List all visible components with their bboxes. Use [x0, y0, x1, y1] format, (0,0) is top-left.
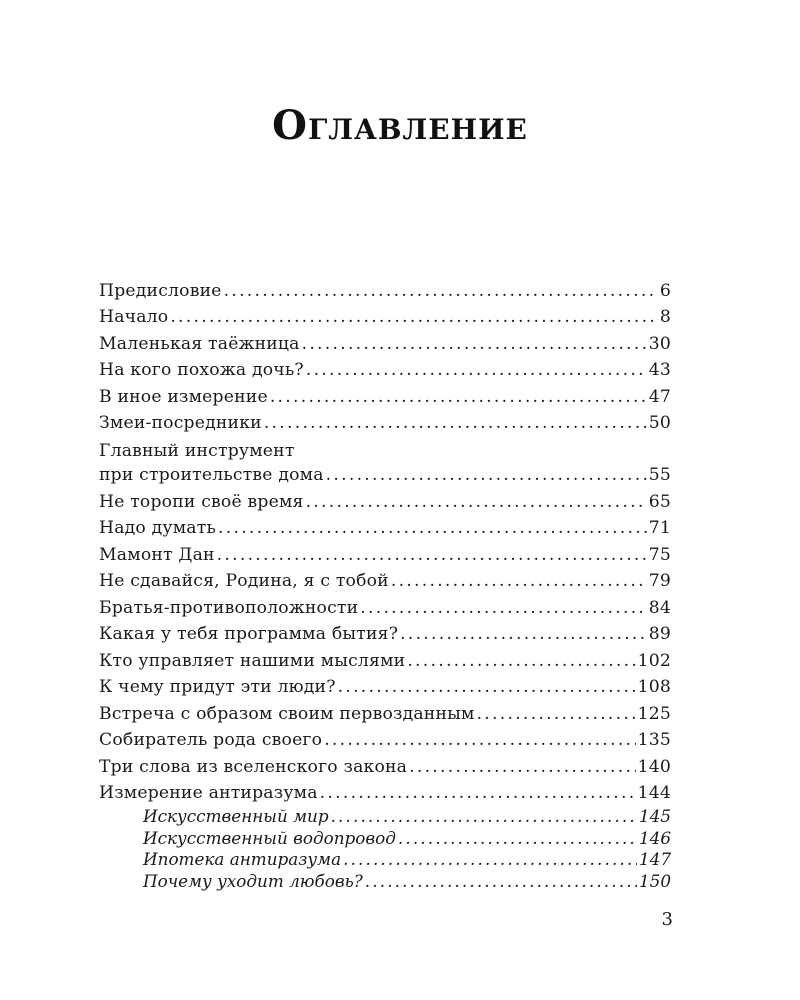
toc-entry-page: 135 — [637, 730, 671, 750]
toc-subentry-label: Искусственный мир — [143, 805, 329, 826]
toc-entry[interactable] — [99, 409, 671, 436]
toc-entry-label: На кого похожа дочь? — [99, 360, 304, 380]
leader-dots — [302, 332, 647, 356]
toc-entry-page: 47 — [648, 386, 671, 407]
toc-subentry[interactable] — [99, 827, 671, 849]
toc-subentry-label: Ипотека антиразума — [143, 849, 342, 870]
toc-entry-page: 65 — [648, 491, 671, 512]
toc-entry-page: 8 — [659, 307, 671, 327]
toc-entry-label: Встреча с образом своим первозданным — [99, 703, 475, 724]
toc-entry-page: 102 — [637, 650, 671, 671]
leader-dots — [306, 490, 647, 514]
leader-dots — [324, 728, 635, 752]
leader-dots — [400, 622, 647, 646]
toc-entry-label: Измерение антиразума — [99, 783, 318, 803]
toc-entry-label-line1: Главный инструмент — [99, 441, 295, 461]
toc-entry-page: 6 — [659, 280, 671, 301]
toc-entry[interactable] — [99, 329, 671, 356]
leader-dots — [224, 279, 658, 303]
page-number: 3 — [661, 909, 673, 930]
toc-entry[interactable] — [99, 673, 671, 700]
toc-entry[interactable] — [99, 779, 671, 806]
leader-dots — [360, 596, 646, 620]
toc-entry[interactable] — [99, 567, 671, 594]
toc-entry[interactable] — [99, 646, 671, 673]
toc-entry[interactable] — [99, 699, 671, 726]
toc-entry-page: 50 — [648, 413, 671, 433]
leader-dots — [306, 358, 647, 382]
toc-subentry[interactable] — [99, 805, 671, 827]
toc-entry-page: 144 — [637, 783, 671, 803]
leader-dots — [264, 411, 647, 435]
toc-entry[interactable] — [99, 382, 671, 409]
toc-subentry-label: Искусственный водопровод — [143, 827, 396, 848]
toc-entry-page: 30 — [648, 333, 671, 354]
toc-entry-label: Маленькая таёжница — [99, 333, 300, 354]
toc-subentry[interactable] — [99, 849, 671, 871]
toc-entry-page: 71 — [648, 518, 671, 538]
toc-entry-page: 108 — [637, 677, 671, 697]
toc-entry-label: Мамонт Дан — [99, 544, 215, 565]
toc-entry-label-line2: при строительстве дома — [99, 465, 324, 485]
toc-subentry-page: 147 — [638, 849, 671, 870]
toc-entry-label: Предисловие — [99, 280, 222, 301]
toc-entry-label: Какая у тебя программа бытия? — [99, 624, 399, 644]
leader-dots — [407, 649, 635, 673]
toc-entry[interactable] — [99, 303, 671, 330]
toc-entry-label: В иное измерение — [99, 386, 268, 407]
leader-dots — [270, 385, 647, 409]
toc-entry-page: 89 — [648, 624, 671, 644]
toc-entry-label: Не сдавайся, Родина, я с тобой — [99, 571, 389, 591]
toc-entry-page: 84 — [648, 597, 671, 618]
leader-dots — [218, 516, 647, 540]
toc-entry[interactable] — [99, 356, 671, 383]
toc-entry-label: Начало — [99, 307, 169, 327]
toc-entry-label: Собиратель рода своего — [99, 730, 323, 750]
toc-entry[interactable] — [99, 726, 671, 753]
leader-dots — [338, 675, 636, 699]
toc-entry-page: 125 — [637, 703, 671, 724]
toc-entry[interactable] — [99, 620, 671, 647]
toc-entry-label: Кто управляет нашими мыслями — [99, 650, 406, 671]
leader-dots — [409, 755, 635, 779]
toc-entry-label: Змеи-посредники — [99, 413, 262, 433]
leader-dots — [398, 828, 637, 849]
leader-dots — [326, 463, 647, 487]
leader-dots — [477, 702, 636, 726]
leader-dots — [391, 569, 647, 593]
leader-dots — [320, 781, 636, 805]
toc-entry[interactable] — [99, 276, 671, 303]
toc-entry[interactable] — [99, 514, 671, 541]
toc-entry-page: 43 — [648, 360, 671, 380]
toc-subentry-label: Почему уходит любовь? — [143, 871, 363, 892]
toc-entry[interactable] — [99, 593, 671, 620]
toc-entry-page: 79 — [648, 571, 671, 591]
table-of-contents — [99, 276, 671, 892]
toc-entry-label: К чему придут эти люди? — [99, 677, 336, 697]
toc-entry-label: Братья-противоположности — [99, 597, 359, 618]
leader-dots — [331, 806, 637, 827]
toc-entry-label: Не торопи своё время — [99, 491, 304, 512]
toc-entry-page: 140 — [637, 756, 671, 777]
leader-dots — [170, 305, 658, 329]
toc-entry-page: 55 — [648, 465, 671, 485]
toc-subentry[interactable] — [99, 870, 671, 892]
toc-entry[interactable] — [99, 540, 671, 567]
leader-dots — [217, 543, 647, 567]
toc-entry[interactable] — [99, 752, 671, 779]
toc-entry-label: Надо думать — [99, 518, 217, 538]
toc-subentry-page: 150 — [638, 871, 671, 892]
toc-entry-label: Три слова из вселенского закона — [99, 756, 408, 777]
toc-subentry-page: 145 — [638, 805, 671, 826]
page-title: Оглавление — [272, 102, 528, 149]
toc-subentry-page: 146 — [638, 827, 671, 848]
leader-dots — [343, 849, 637, 870]
toc-entry[interactable] — [99, 487, 671, 514]
toc-entry[interactable] — [99, 435, 671, 487]
leader-dots — [365, 871, 637, 892]
toc-entry-page: 75 — [648, 544, 671, 565]
